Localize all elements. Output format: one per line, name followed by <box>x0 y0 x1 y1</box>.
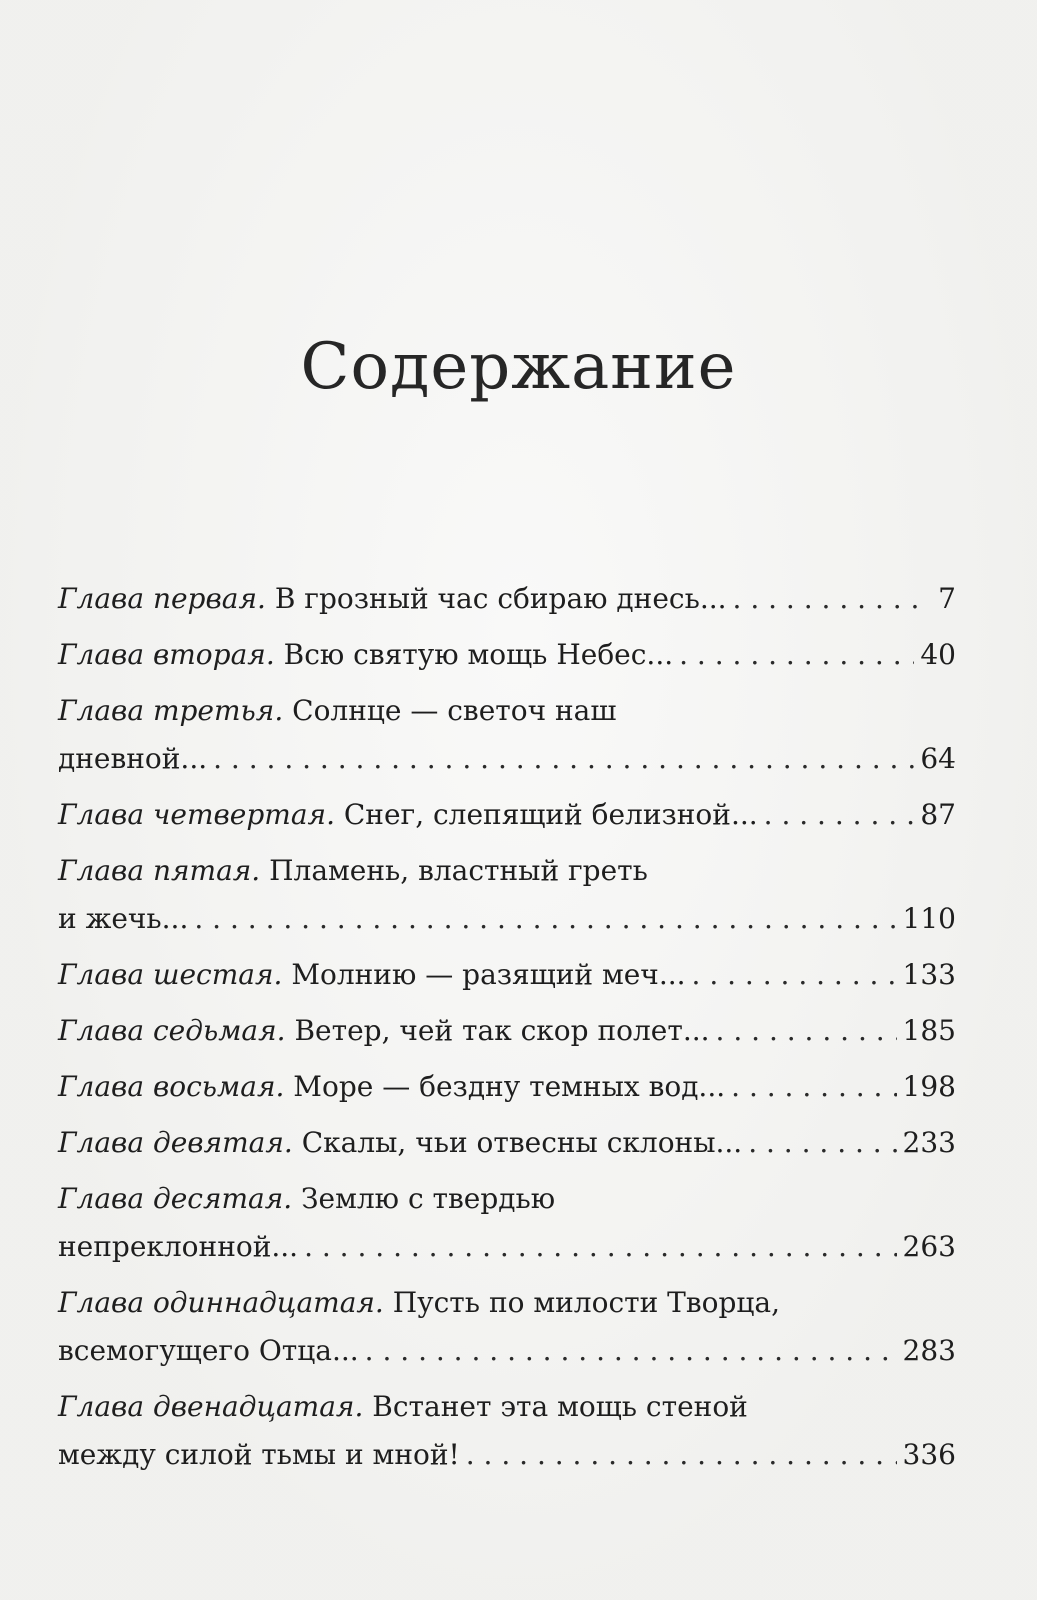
toc-entry-8 <box>58 1063 956 1111</box>
page-number: 233 <box>902 1126 956 1159</box>
leader-dots <box>679 631 914 679</box>
toc-entry-10 <box>58 1175 956 1271</box>
toc-entry-7 <box>58 1007 956 1055</box>
page-number: 263 <box>902 1230 956 1263</box>
chapter-title: Пламень, властный греть <box>269 854 648 887</box>
chapter-label: Глава пятая. <box>58 854 261 887</box>
page-number: 133 <box>902 958 956 991</box>
chapter-label: Глава двенадцатая. <box>58 1390 364 1423</box>
chapter-label: Глава восьмая. <box>58 1070 285 1103</box>
leader-dots <box>194 895 896 943</box>
chapter-title-continued: непреклонной... <box>58 1230 299 1263</box>
chapter-title: Пусть по милости Творца, <box>392 1286 781 1319</box>
toc-entry-5 <box>58 847 956 943</box>
chapter-title: Снег, слепящий белизной... <box>343 798 758 831</box>
page-number: 87 <box>920 798 956 831</box>
leader-dots <box>716 1007 897 1055</box>
chapter-title: Море — бездну темных вод... <box>293 1070 726 1103</box>
leader-dots <box>304 1223 896 1271</box>
leader-dots <box>365 1327 897 1375</box>
toc-entry-11 <box>58 1279 956 1375</box>
chapter-label: Глава одиннадцатая. <box>58 1286 384 1319</box>
page-number: 7 <box>938 582 956 615</box>
chapter-label: Глава десятая. <box>58 1182 293 1215</box>
chapter-title: Ветер, чей так скор полет... <box>294 1014 710 1047</box>
chapter-title: Солнце — светоч наш <box>292 694 617 727</box>
chapter-title-continued: дневной... <box>58 742 208 775</box>
chapter-label: Глава первая. <box>58 582 266 615</box>
toc-entry-6 <box>58 951 956 999</box>
chapter-title: В грозный час сбираю днесь... <box>274 582 727 615</box>
chapter-label: Глава шестая. <box>58 958 283 991</box>
toc-entry-1 <box>58 575 956 623</box>
page-number: 110 <box>902 902 956 935</box>
toc-entry-12 <box>58 1383 956 1479</box>
chapter-label: Глава четвертая. <box>58 798 335 831</box>
chapter-title-continued: всемогущего Отца... <box>58 1334 359 1367</box>
leader-dots <box>733 575 930 623</box>
page-number: 198 <box>902 1070 956 1103</box>
chapter-title: Встанет эта мощь стеной <box>372 1390 748 1423</box>
leader-dots <box>748 1119 896 1167</box>
table-of-contents <box>58 575 956 1487</box>
toc-entry-3 <box>58 687 956 783</box>
toc-entry-2 <box>58 631 956 679</box>
leader-dots <box>692 951 897 999</box>
chapter-title: Молнию — разящий меч... <box>291 958 686 991</box>
page-number: 336 <box>902 1438 956 1471</box>
leader-dots <box>213 735 914 783</box>
chapter-title: Всю святую мощь Небес... <box>283 638 674 671</box>
chapter-label: Глава вторая. <box>58 638 275 671</box>
chapter-title-continued: и жечь... <box>58 902 189 935</box>
toc-entry-9 <box>58 1119 956 1167</box>
page-number: 40 <box>920 638 956 671</box>
chapter-label: Глава третья. <box>58 694 284 727</box>
page-number: 64 <box>920 742 956 775</box>
chapter-title: Землю с твердью <box>301 1182 556 1215</box>
chapter-title: Скалы, чьи отвесны склоны... <box>301 1126 743 1159</box>
leader-dots <box>764 791 915 839</box>
leader-dots <box>466 1431 897 1479</box>
page-number: 185 <box>902 1014 956 1047</box>
page-number: 283 <box>902 1334 956 1367</box>
chapter-title-continued: между силой тьмы и мной! <box>58 1438 460 1471</box>
page-title: Содержание <box>300 330 737 404</box>
chapter-label: Глава седьмая. <box>58 1014 286 1047</box>
toc-entry-4 <box>58 791 956 839</box>
chapter-label: Глава девятая. <box>58 1126 293 1159</box>
leader-dots <box>731 1063 896 1111</box>
